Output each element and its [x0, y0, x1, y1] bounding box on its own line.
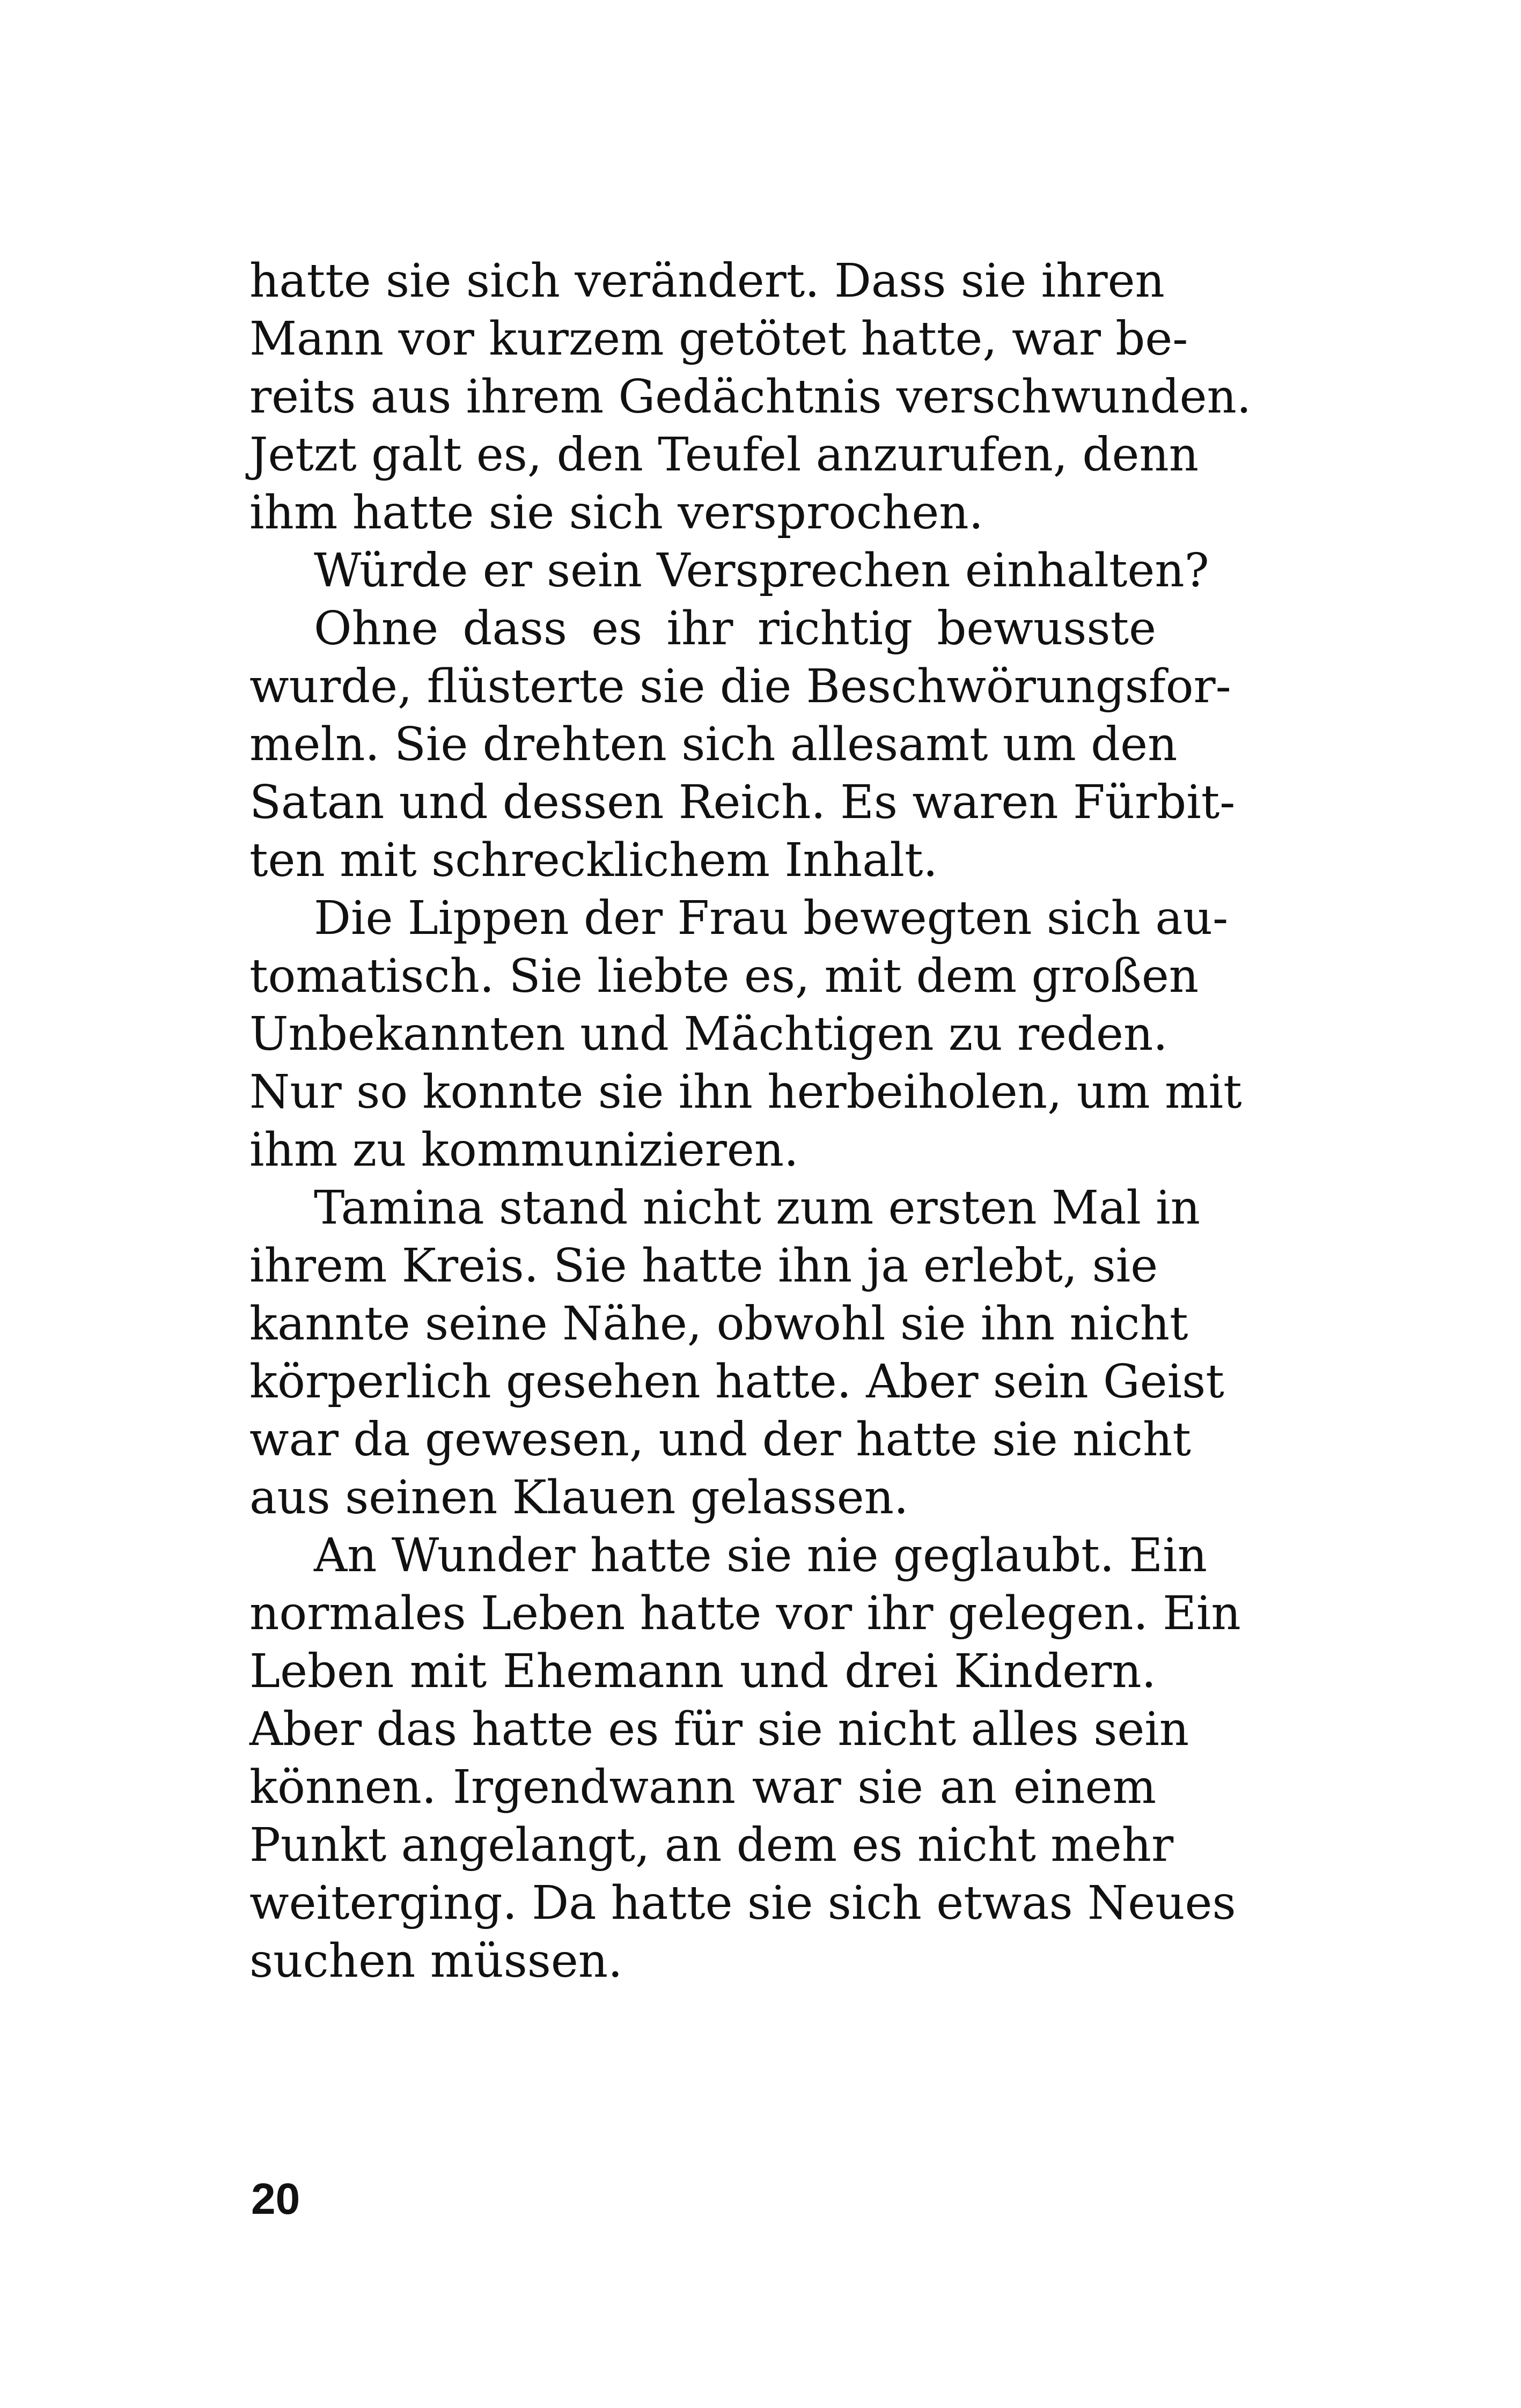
text-line: Die Lippen der Frau bewegten sich au-: [314, 892, 1229, 945]
text-line: ten mit schrecklichem Inhalt.: [249, 834, 938, 887]
text-line: kannte seine Nähe, obwohl sie ihn nicht: [249, 1297, 1188, 1351]
text-line: Aber das hatte es für sie nicht alles sein: [249, 1703, 1189, 1756]
text-line: tomatisch. Sie liebte es, mit dem großen: [249, 949, 1199, 1003]
text-line: wurde, flüsterte sie die Beschwörungsfor-: [249, 660, 1231, 713]
text-line: Ohne dass es ihr richtig bewusste: [314, 602, 1156, 656]
text-line: Jetzt galt es, den Teufel anzurufen, denn: [249, 428, 1199, 482]
text-line: können. Irgendwann war sie an einem: [249, 1761, 1156, 1814]
text-line: Unbekannten und Mächtigen zu reden.: [249, 1007, 1168, 1061]
body-text: [249, 252, 1252, 1990]
text-line: reits aus ihrem Gedächtnis verschwunden.: [249, 370, 1252, 424]
text-line: Nur so konnte sie ihn herbeiholen, um mit: [249, 1065, 1242, 1119]
text-line: ihm zu kommunizieren.: [249, 1123, 799, 1177]
text-line: aus seinen Klauen gelassen.: [249, 1471, 909, 1525]
text-line: ihrem Kreis. Sie hatte ihn ja erlebt, sie: [249, 1239, 1158, 1293]
text-line: Würde er sein Versprechen einhalten?: [314, 544, 1209, 598]
text-line: meln. Sie drehten sich allesamt um den: [249, 718, 1178, 771]
text-line: Tamina stand nicht zum ersten Mal in: [314, 1181, 1201, 1235]
page-number: 20: [251, 2175, 300, 2223]
text-line: normales Leben hatte vor ihr gelegen. Ein: [249, 1587, 1241, 1640]
text-line: körperlich gesehen hatte. Aber sein Geist: [249, 1355, 1224, 1409]
text-line: Leben mit Ehemann und drei Kindern.: [249, 1645, 1156, 1698]
text-line: weiterging. Da hatte sie sich etwas Neues: [249, 1876, 1236, 1930]
text-line: An Wunder hatte sie nie geglaubt. Ein: [314, 1529, 1208, 1582]
text-line: Satan und dessen Reich. Es waren Fürbit-: [249, 776, 1236, 829]
text-line: ihm hatte sie sich versprochen.: [249, 486, 984, 540]
text-line: suchen müssen.: [249, 1934, 623, 1988]
text-line: Punkt angelangt, an dem es nicht mehr: [249, 1818, 1174, 1872]
text-line: hatte sie sich verändert. Dass sie ihren: [249, 254, 1165, 308]
text-line: Mann vor kurzem getötet hatte, war be-: [249, 312, 1188, 366]
text-line: war da gewesen, und der hatte sie nicht: [249, 1413, 1191, 1467]
